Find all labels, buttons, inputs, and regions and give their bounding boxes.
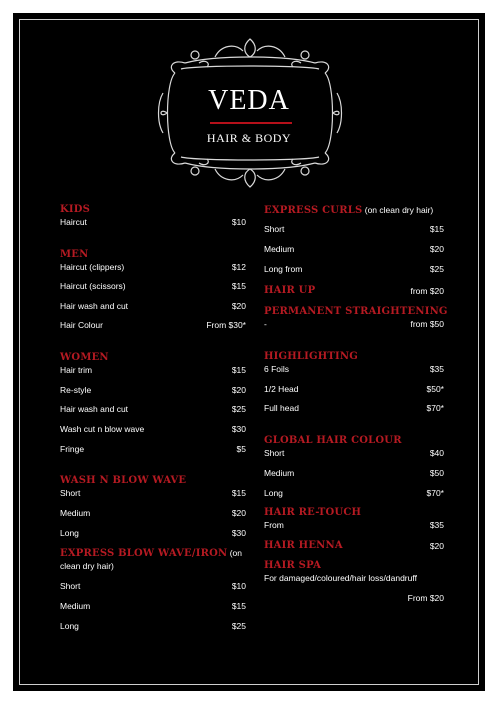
item-name: Hair wash and cut xyxy=(60,301,129,311)
price-row xyxy=(60,365,246,377)
section-heading-permanent-straightening: PERMANENT STRAIGHTENING xyxy=(264,306,448,317)
item-name: Re-style xyxy=(60,385,92,395)
price-row xyxy=(60,621,246,633)
item-price: from $50 xyxy=(410,319,444,329)
item-price: $35 xyxy=(429,520,444,530)
item-price: $25 xyxy=(231,621,246,631)
price-row xyxy=(60,424,246,436)
item-name: 6 Foils xyxy=(264,364,290,374)
item-name: Fringe xyxy=(60,444,85,454)
price-row xyxy=(60,444,246,456)
item-price: $50* xyxy=(426,384,444,394)
item-name: Short xyxy=(60,488,81,498)
price-row xyxy=(264,364,444,376)
section-heading-kids: KIDS xyxy=(60,204,91,215)
item-price: $15 xyxy=(231,488,246,498)
price-row-hair-up xyxy=(264,285,444,299)
price-row xyxy=(264,319,444,331)
item-price: $20 xyxy=(231,385,246,395)
price-row xyxy=(60,488,246,500)
section-note: (on clean dry hair) xyxy=(362,205,434,215)
price-row xyxy=(264,244,444,256)
item-name: Hair trim xyxy=(60,365,93,375)
item-name: Haircut (clippers) xyxy=(60,262,125,272)
price-row xyxy=(60,320,246,332)
price-row xyxy=(264,488,444,500)
section-heading-women: WOMEN xyxy=(60,352,109,363)
item-price: $10 xyxy=(231,217,246,227)
item-price: $25 xyxy=(231,404,246,414)
brand-tagline: HAIR & BODY xyxy=(206,131,292,145)
item-price: $70* xyxy=(426,403,444,413)
section-heading-hair-spa: HAIR SPA xyxy=(264,560,322,571)
item-name: Long xyxy=(264,488,283,498)
item-name: From xyxy=(264,520,284,530)
item-price: from $20 xyxy=(410,286,444,296)
price-row xyxy=(60,508,246,520)
menu-page xyxy=(13,13,485,691)
item-name: Short xyxy=(60,581,81,591)
item-price: $35 xyxy=(429,364,444,374)
item-price: From $30* xyxy=(206,320,246,330)
price-row xyxy=(264,384,444,396)
section-heading-highlighting: HIGHLIGHTING xyxy=(264,351,359,362)
item-price: $15 xyxy=(429,224,444,234)
item-price: $12 xyxy=(231,262,246,272)
section-note-continued: clean dry hair) xyxy=(60,561,114,571)
item-price: $50 xyxy=(429,468,444,478)
price-row xyxy=(60,385,246,397)
price-row xyxy=(60,404,246,416)
item-name: Short xyxy=(264,448,285,458)
item-price: $70* xyxy=(426,488,444,498)
section-title: EXPRESS BLOW WAVE/IRON xyxy=(60,548,228,559)
brand-name: VEDA xyxy=(208,85,290,116)
item-name: Medium xyxy=(264,244,295,254)
item-price: $15 xyxy=(231,365,246,375)
price-row xyxy=(264,520,444,532)
price-row xyxy=(60,301,246,313)
price-row xyxy=(60,262,246,274)
item-name: Medium xyxy=(264,468,295,478)
section-description: For damaged/coloured/hair loss/dandruff xyxy=(264,573,417,583)
item-name: Haircut (scissors) xyxy=(60,281,126,291)
item-name: Long xyxy=(60,621,79,631)
item-price: $20 xyxy=(429,244,444,254)
price-row-hair-henna xyxy=(264,540,444,554)
section-heading-hair-retouch: HAIR RE-TOUCH xyxy=(264,507,362,518)
item-name: Haircut xyxy=(60,217,87,227)
section-heading-men: MEN xyxy=(60,249,89,260)
price-row xyxy=(264,593,444,605)
price-row xyxy=(264,403,444,415)
item-name: Hair wash and cut xyxy=(60,404,129,414)
item-name: Short xyxy=(264,224,285,234)
price-row xyxy=(60,528,246,540)
price-row xyxy=(60,281,246,293)
section-heading-express-blow-wave xyxy=(60,548,242,559)
item-name: Long xyxy=(60,528,79,538)
price-row xyxy=(60,217,246,229)
section-heading-global-hair-colour: GLOBAL HAIR COLOUR xyxy=(264,435,402,446)
section-heading-hair-henna: HAIR HENNA xyxy=(264,540,343,551)
item-name: Medium xyxy=(60,508,91,518)
item-price: $20 xyxy=(231,508,246,518)
item-price: $20 xyxy=(429,541,444,551)
item-name: Medium xyxy=(60,601,91,611)
price-row xyxy=(264,468,444,480)
price-row xyxy=(60,581,246,593)
item-price: From $20 xyxy=(407,593,444,603)
price-row xyxy=(60,601,246,613)
item-price: $25 xyxy=(429,264,444,274)
price-row xyxy=(264,264,444,276)
section-note: (on xyxy=(227,548,242,558)
item-price: $5 xyxy=(236,444,246,454)
price-row xyxy=(264,224,444,236)
section-heading-express-curls xyxy=(264,205,433,216)
section-title: EXPRESS CURLS xyxy=(264,205,363,216)
item-price: $40 xyxy=(429,448,444,458)
brand-underline xyxy=(210,122,292,124)
item-price: $10 xyxy=(231,581,246,591)
item-name: Full head xyxy=(264,403,299,413)
price-row xyxy=(264,448,444,460)
item-name: - xyxy=(264,319,267,329)
item-name: Long from xyxy=(264,264,303,274)
section-heading-hair-up: HAIR UP xyxy=(264,285,316,296)
item-name: Wash cut n blow wave xyxy=(60,424,145,434)
item-price: $15 xyxy=(231,601,246,611)
item-price: $15 xyxy=(231,281,246,291)
item-name: 1/2 Head xyxy=(264,384,299,394)
item-price: $30 xyxy=(231,528,246,538)
section-heading-wash-blow-wave: WASH N BLOW WAVE xyxy=(60,475,187,486)
item-price: $20 xyxy=(231,301,246,311)
item-name: Hair Colour xyxy=(60,320,103,330)
item-price: $30 xyxy=(231,424,246,434)
